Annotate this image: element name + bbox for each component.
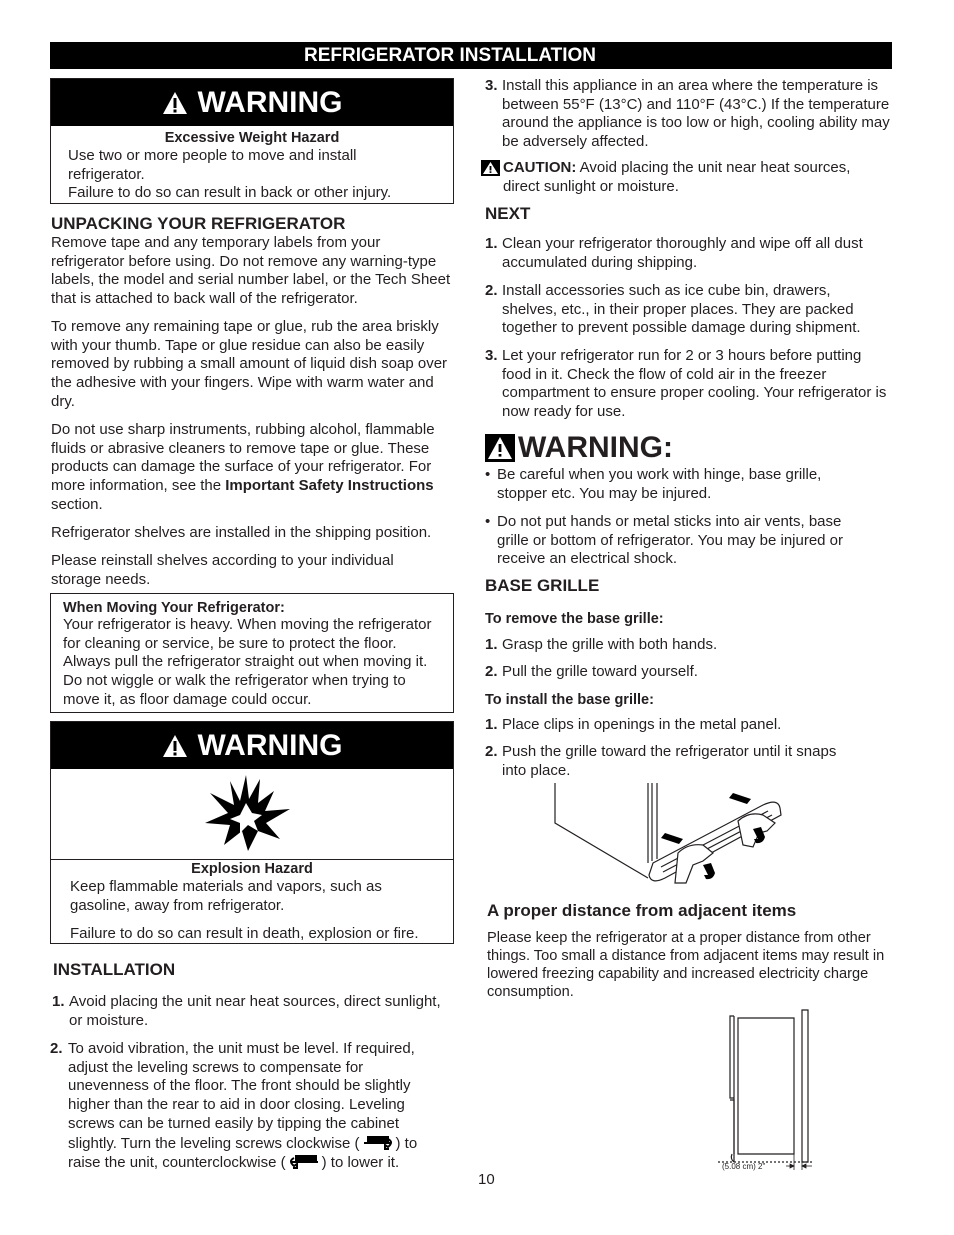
item-text-part: ) to lower it. (321, 1154, 400, 1172)
unpacking-heading: UNPACKING YOUR REFRIGERATOR (51, 214, 346, 233)
next-item-2 (485, 282, 880, 338)
next-heading: NEXT (485, 204, 531, 223)
section-title: REFRIGERATOR INSTALLATION (304, 45, 597, 66)
bullet-dot: • (485, 466, 491, 483)
item-text: Install this appliance in an area where the temperature is between 55°F (13°C) and 110°F (43°C.) If the temperature around the appliance is too low or high, cooling ability may be adversely affected. (502, 77, 890, 151)
counterclockwise-arrow-icon (287, 1153, 321, 1169)
clockwise-arrow-icon (361, 1134, 395, 1150)
install-step-1 (485, 716, 885, 735)
warning-header (51, 722, 453, 769)
item-number: 1. (52, 993, 65, 1010)
warning-box-weight (50, 78, 454, 204)
item-text: Let your refrigerator run for 2 or 3 hours before putting food in it. Check the flow of cold air in the freezer compartment to ensure proper cooling. Your refrigerator is now ready for use. (502, 347, 887, 421)
item-text: Push the grille toward the refrigerator until it snaps into place. (502, 743, 837, 779)
warning-box-explosion (50, 721, 454, 944)
warning-title: WARNING: (518, 431, 673, 464)
base-grille-illustration (553, 783, 785, 888)
item-number: 3. (485, 347, 498, 364)
section-title-banner (50, 42, 892, 69)
distance-text: Please keep the refrigerator at a proper distance from other things. Too small a distance from adjacent items may result in lowered freezing capability and increased electricity charge consumption. (487, 930, 885, 1000)
item-number: 2. (50, 1040, 63, 1057)
warning-triangle-icon (162, 91, 188, 115)
warning-title: WARNING (197, 729, 343, 762)
remove-step-1 (485, 636, 885, 655)
clearance-diagram (716, 1004, 816, 1176)
next-item-1 (485, 235, 890, 272)
warning-text: Use two or more people to move and install refrigerator. (68, 147, 357, 183)
caution-triangle-icon (481, 160, 500, 176)
remove-step-2 (485, 663, 885, 682)
explosion-icon (202, 773, 292, 853)
item-number: 2. (485, 743, 498, 760)
item-number: 3. (485, 77, 498, 94)
caution-body: Avoid placing the unit near heat sources, direct sunlight or moisture. (503, 159, 851, 195)
item-number: 2. (485, 663, 498, 680)
item-text-part: To avoid vibration, the unit must be level. If required, adjust the leveling screws to compensate for unevenness of the floor. The front should be slightly higher than the rear to aid in door closing. Leveling screws can be turned easily by tipping the cabinet slightly. Turn the leveling screws clockwise ( (68, 1040, 415, 1152)
warning-header (51, 79, 453, 126)
item-number: 1. (485, 636, 498, 653)
installation-item-1 (52, 993, 457, 1030)
item-text-part: ) to raise the unit, counterclockwise ( (68, 1134, 418, 1172)
warning-bullet-1 (485, 466, 845, 503)
installation-heading: INSTALLATION (53, 960, 176, 979)
item-text: Clean your refrigerator thoroughly and wipe off all dust accumulated during shipping. (502, 235, 863, 271)
warning-text: Keep flammable materials and vapors, such as gasoline, away from refrigerator. (70, 878, 382, 914)
base-grille-heading: BASE GRILLE (485, 576, 600, 595)
warning-triangle-icon (485, 434, 515, 462)
caution-note (481, 159, 891, 196)
caution-label: CAUTION: (503, 159, 577, 176)
warning-consequence: Failure to do so can result in back or other injury. (68, 184, 392, 202)
remove-grille-heading: To remove the base grille: (485, 611, 664, 627)
item-number: 1. (485, 235, 498, 252)
item-text (68, 1040, 442, 1173)
warning-title: WARNING (197, 86, 343, 119)
installation-item-3 (485, 77, 890, 152)
distance-heading: A proper distance from adjacent items (487, 901, 797, 920)
item-text: Pull the grille toward yourself. (502, 663, 698, 680)
installation-item-2 (50, 1040, 442, 1173)
hazard-title: Excessive Weight Hazard (164, 130, 340, 146)
safety-instructions-ref: Important Safety Instructions (225, 477, 434, 495)
next-item-3 (485, 347, 890, 422)
moving-note-box (50, 593, 454, 713)
bullet-dot: • (485, 513, 491, 530)
warning-bullet-2 (485, 513, 870, 569)
explosion-icon-area (51, 769, 453, 860)
item-number: 1. (485, 716, 498, 733)
page-number: 10 (478, 1171, 495, 1188)
item-number: 2. (485, 282, 498, 299)
unpacking-paragraph-4: Refrigerator shelves are installed in the shipping position. (51, 524, 432, 541)
clearance-dimension-label: (5.08 cm) 2" (722, 1162, 766, 1171)
p3-text-end: section. (51, 495, 103, 513)
p3-text: Do not use sharp instruments, rubbing alcohol, flammable fluids or abrasive cleaners to remove tape or glue. These products can damage the surface of your refrigerator. For more information, see the (51, 421, 435, 495)
item-text: Place clips in openings in the metal panel. (502, 716, 782, 733)
warning-consequence: Failure to do so can result in death, explosion or fire. (70, 925, 419, 943)
unpacking-paragraph-2: To remove any remaining tape or glue, rub the area briskly with your thumb. Tape or glue residue can also be easily removed by rubbing a small amount of liquid dish soap over the adhesive with your fingers. Wipe with warm water and dry. (51, 318, 448, 410)
unpacking-paragraph-3 (51, 421, 454, 515)
caution-text (503, 159, 891, 196)
item-text: Grasp the grille with both hands. (502, 636, 718, 653)
moving-heading: When Moving Your Refrigerator: (63, 600, 285, 616)
warning-triangle-icon (162, 734, 188, 758)
item-text: Install accessories such as ice cube bin, drawers, shelves, etc., in their proper places. They are packed together to prevent possible damage during shipment. (502, 282, 861, 337)
unpacking-paragraph-5: Please reinstall shelves according to your individual storage needs. (51, 552, 394, 588)
bullet-text: Do not put hands or metal sticks into air vents, base grille or bottom of refrigerator. You may be injured or receive an electrical shock. (497, 513, 844, 568)
moving-text: Your refrigerator is heavy. When moving the refrigerator for cleaning or service, be sure to protect the floor. Always pull the refrigerator straight out when moving it. Do not wiggle or walk the refrigerator when trying to move it, as floor damage could occur. (63, 616, 432, 708)
install-step-2 (485, 743, 860, 780)
hazard-title: Explosion Hazard (191, 861, 313, 877)
bullet-text: Be careful when you work with hinge, base grille, stopper etc. You may be injured. (497, 466, 822, 502)
unpacking-paragraph-1: Remove tape and any temporary labels from your refrigerator before using. Do not remove any warning-type labels, the model and serial number label, or the Tech Sheet that is attached to back wall of the refrigerator. (51, 234, 451, 308)
install-grille-heading: To install the base grille: (485, 692, 654, 708)
warning-heading-row (485, 432, 673, 464)
item-text: Avoid placing the unit near heat sources, direct sunlight, or moisture. (69, 993, 441, 1029)
